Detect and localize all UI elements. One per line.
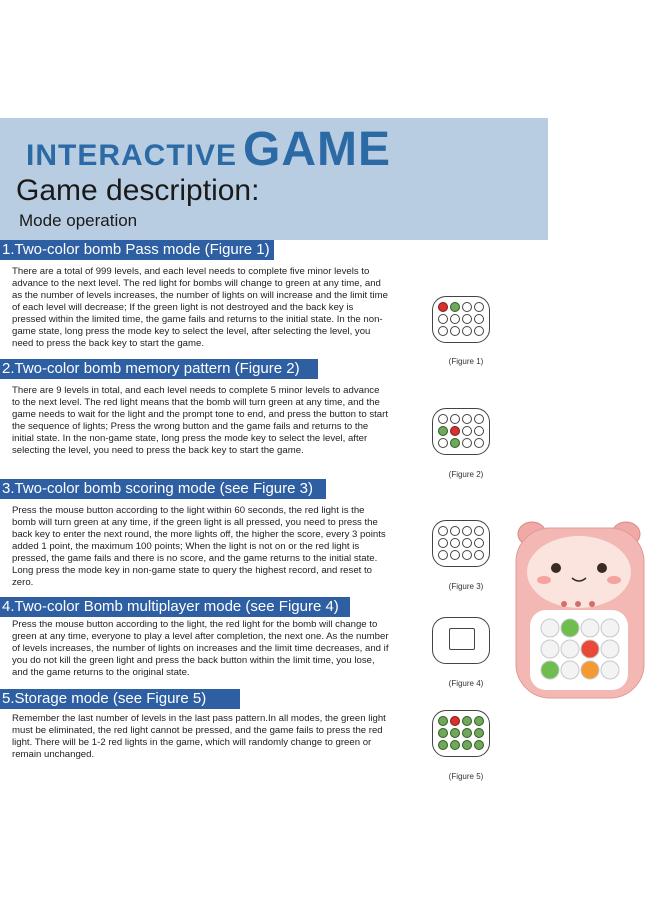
figure-1-diagram: [432, 296, 490, 343]
hamster-toy-image: [514, 520, 660, 700]
red-light-dot: [438, 302, 448, 312]
white-light-dot: [450, 414, 460, 424]
white-light-dot: [462, 326, 472, 336]
green-light-dot: [462, 716, 472, 726]
figure-5-lights: [438, 716, 482, 750]
figure-2-caption: (Figure 2): [448, 470, 484, 479]
mode-operation-label: Mode operation: [19, 211, 138, 230]
green-light-dot: [462, 740, 472, 750]
green-light-dot: [438, 740, 448, 750]
figure-3-lights: [438, 526, 482, 560]
red-light-dot: [450, 716, 460, 726]
white-light-dot: [462, 438, 472, 448]
white-light-dot: [438, 526, 448, 536]
green-light-dot: [438, 716, 448, 726]
section-1-heading: 1.Two-color bomb Pass mode (Figure 1): [0, 240, 274, 260]
white-light-dot: [474, 326, 484, 336]
game-description-heading: Game description:: [16, 174, 260, 207]
green-light-dot: [462, 728, 472, 738]
white-light-dot: [438, 314, 448, 324]
figure-4-diagram: [432, 617, 490, 664]
title-interactive: INTERACTIVE: [26, 139, 238, 172]
white-light-dot: [474, 414, 484, 424]
green-light-dot: [474, 740, 484, 750]
figure-5-diagram: [432, 710, 490, 757]
red-light-dot: [450, 426, 460, 436]
figure-1-caption: (Figure 1): [448, 357, 484, 366]
white-light-dot: [474, 526, 484, 536]
white-light-dot: [474, 538, 484, 548]
green-light-dot: [474, 716, 484, 726]
figure-5-caption: (Figure 5): [448, 772, 484, 781]
white-light-dot: [474, 302, 484, 312]
white-light-dot: [450, 526, 460, 536]
green-light-dot: [450, 740, 460, 750]
white-light-dot: [450, 326, 460, 336]
green-light-dot: [438, 426, 448, 436]
white-light-dot: [462, 426, 472, 436]
white-light-dot: [462, 550, 472, 560]
white-light-dot: [450, 550, 460, 560]
section-4-text: Press the mouse button according to the light, the red light for the bomb will change to green at any time, everyone to play a level after completion, the next one. As the number of levels increases, the number of lights on increases and the limit time decreases, and if you do not kill the green light and press the back button within the limit time, you lose, and the game returns to the original state.: [12, 619, 389, 678]
section-5-text: Remember the last number of levels in the last pass pattern.In all modes, the green light must be eliminated, the red light cannot be pressed, and the game fails to press the red light. There will be 1-2 red lights in the game, which will randomly change to green or remain unchanged.: [12, 713, 386, 760]
white-light-dot: [438, 538, 448, 548]
green-light-dot: [450, 302, 460, 312]
white-light-dot: [462, 314, 472, 324]
title-game: GAME: [243, 123, 392, 176]
figure-1-lights: [438, 302, 482, 336]
white-light-dot: [474, 314, 484, 324]
green-light-dot: [450, 728, 460, 738]
white-light-dot: [438, 550, 448, 560]
white-light-dot: [462, 414, 472, 424]
figure-2-lights: [438, 414, 482, 448]
white-light-dot: [462, 302, 472, 312]
figure-4-screen: [449, 628, 475, 650]
section-4-heading: 4.Two-color Bomb multiplayer mode (see Figure 4): [0, 597, 350, 617]
section-1-text: There are a total of 999 levels, and each level needs to complete five minor levels to advance to the next level. The red light for bombs will change to green at any time, and as the number of levels increases, the number of lights on will increase and the limit time of each level will decrease; If the green light is not destroyed and the back key is pressed within the limited time, the game fails and returns to the initial state. In the non-game state, long press the mode key to select the level, after selecting the level, you need to press the back key to start the game.: [12, 266, 388, 349]
figure-3-caption: (Figure 3): [448, 582, 484, 591]
white-light-dot: [474, 550, 484, 560]
section-3-heading: 3.Two-color bomb scoring mode (see Figure 3): [0, 479, 326, 499]
white-light-dot: [450, 538, 460, 548]
white-light-dot: [474, 426, 484, 436]
white-light-dot: [450, 314, 460, 324]
green-light-dot: [438, 728, 448, 738]
figure-2-diagram: [432, 408, 490, 455]
white-light-dot: [438, 414, 448, 424]
section-5-heading: 5.Storage mode (see Figure 5): [0, 689, 240, 709]
green-light-dot: [474, 728, 484, 738]
white-light-dot: [438, 438, 448, 448]
section-2-heading: 2.Two-color bomb memory pattern (Figure 2): [0, 359, 318, 379]
white-light-dot: [462, 538, 472, 548]
white-light-dot: [462, 526, 472, 536]
white-light-dot: [474, 438, 484, 448]
section-2-text: There are 9 levels in total, and each level needs to complete 5 minor levels to advance to the next level. The red light means that the bomb will turn green at any time, and the game needs to wait for the light and the prompt tone to end, and press the button to start the sequence of lights; Press the wrong button and the game fails and returns to the initial state. In the non-game state, long press the mode key to select the level, after selecting the level, you need to press the back key to start the game.: [12, 385, 388, 456]
white-light-dot: [438, 326, 448, 336]
green-light-dot: [450, 438, 460, 448]
section-3-text: Press the mouse button according to the light within 60 seconds, the red light is the bomb will turn green at any time, if the green light is all pressed, you need to press the back key to enter the next round, the more lights off, the higher the score, every 3 points added 1 point, the maximum 100 points; When the light is not on or the red light is pressed, the game fails and there is no score, and the game returns to the initial state. Long press the mode key in non-game state to query the highest record, and reset to zero.: [12, 505, 386, 588]
figure-3-diagram: [432, 520, 490, 567]
figure-4-caption: (Figure 4): [448, 679, 484, 688]
page-title: [26, 122, 391, 177]
